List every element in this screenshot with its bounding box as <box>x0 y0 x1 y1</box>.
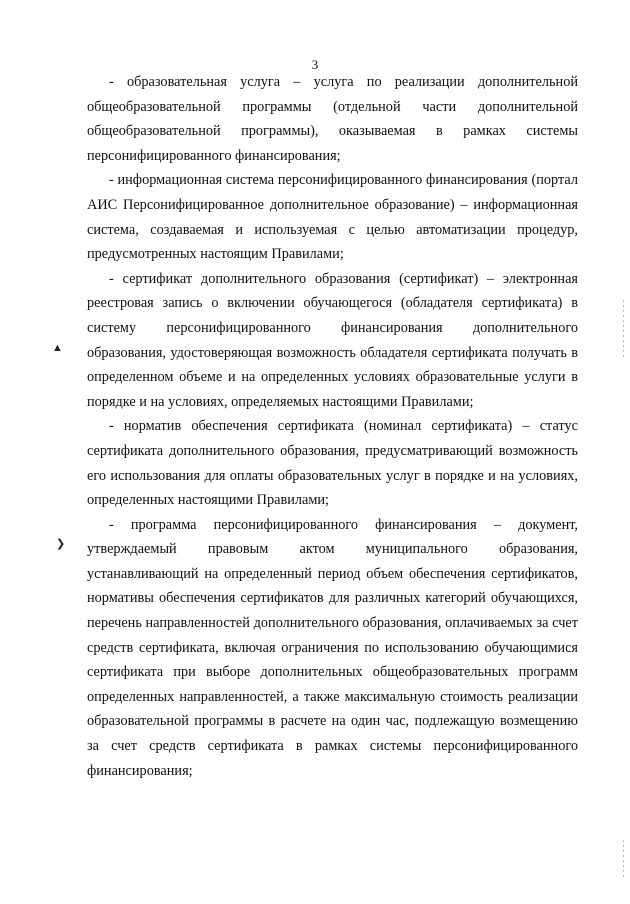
paragraph-certificate-norm: - норматив обеспечения сертификата (номинал сертификата) – статус сертификата дополнительного образования, предусматривающий возможность его использования для оплаты образовательных услуг в порядке и на условиях, определенных настоящими Правилами; <box>87 418 578 509</box>
paragraph-certificate: - сертификат дополнительного образования (сертификат) – электронная реестровая запись о включении обучающегося (обладателя сертификата) в систему персонифицированного финансирования дополнительного образования, удостоверяющая возможность обладателя сертификата получать в определенном объеме и на определенных условиях образовательные услуги в порядке и на условиях, определяемых настоящими Правилами; <box>87 270 578 410</box>
document-body <box>87 70 578 783</box>
page-number: 3 <box>311 57 319 72</box>
scan-edge-line <box>623 300 624 360</box>
paragraph-information-system: - информационная система персонифицированного финансирования (портал АИС Персонифицированное дополнительное образование) – информационная система, создаваемая и используемая с целью автоматизации процедур, предусмотренных настоящим Правилами; <box>87 172 578 263</box>
paragraph-financing-program: - программа персонифицированного финансирования – документ, утверждаемый правовым актом муниципального образования, устанавливающий на определенный период объем обеспечения сертификатов, нормативы обеспечения сертификатов для различных категорий обучающихся, перечень направленностей дополнительного образования, оплачиваемых за счет средств сертификата, включая ограничения по использованию обучающимися сертификата при выборе дополнительных общеобразовательных программ определенных направленностей, а также максимальную стоимость реализации образовательной программы в расчете на один час, подлежащую возмещению за счет средств сертификата в рамках системы персонифицированного финансирования; <box>87 516 578 779</box>
scan-edge-line <box>623 840 624 880</box>
paragraph-educational-service: - образовательная услуга – услуга по реализации дополнительной общеобразовательной программы (отдельной части дополнительной общеобразовательной программы), оказываемая в рамках системы персонифицированного финансирования; <box>87 74 578 164</box>
margin-mark-icon: ❯ <box>56 538 66 550</box>
margin-mark-icon: ▲ <box>52 342 63 354</box>
